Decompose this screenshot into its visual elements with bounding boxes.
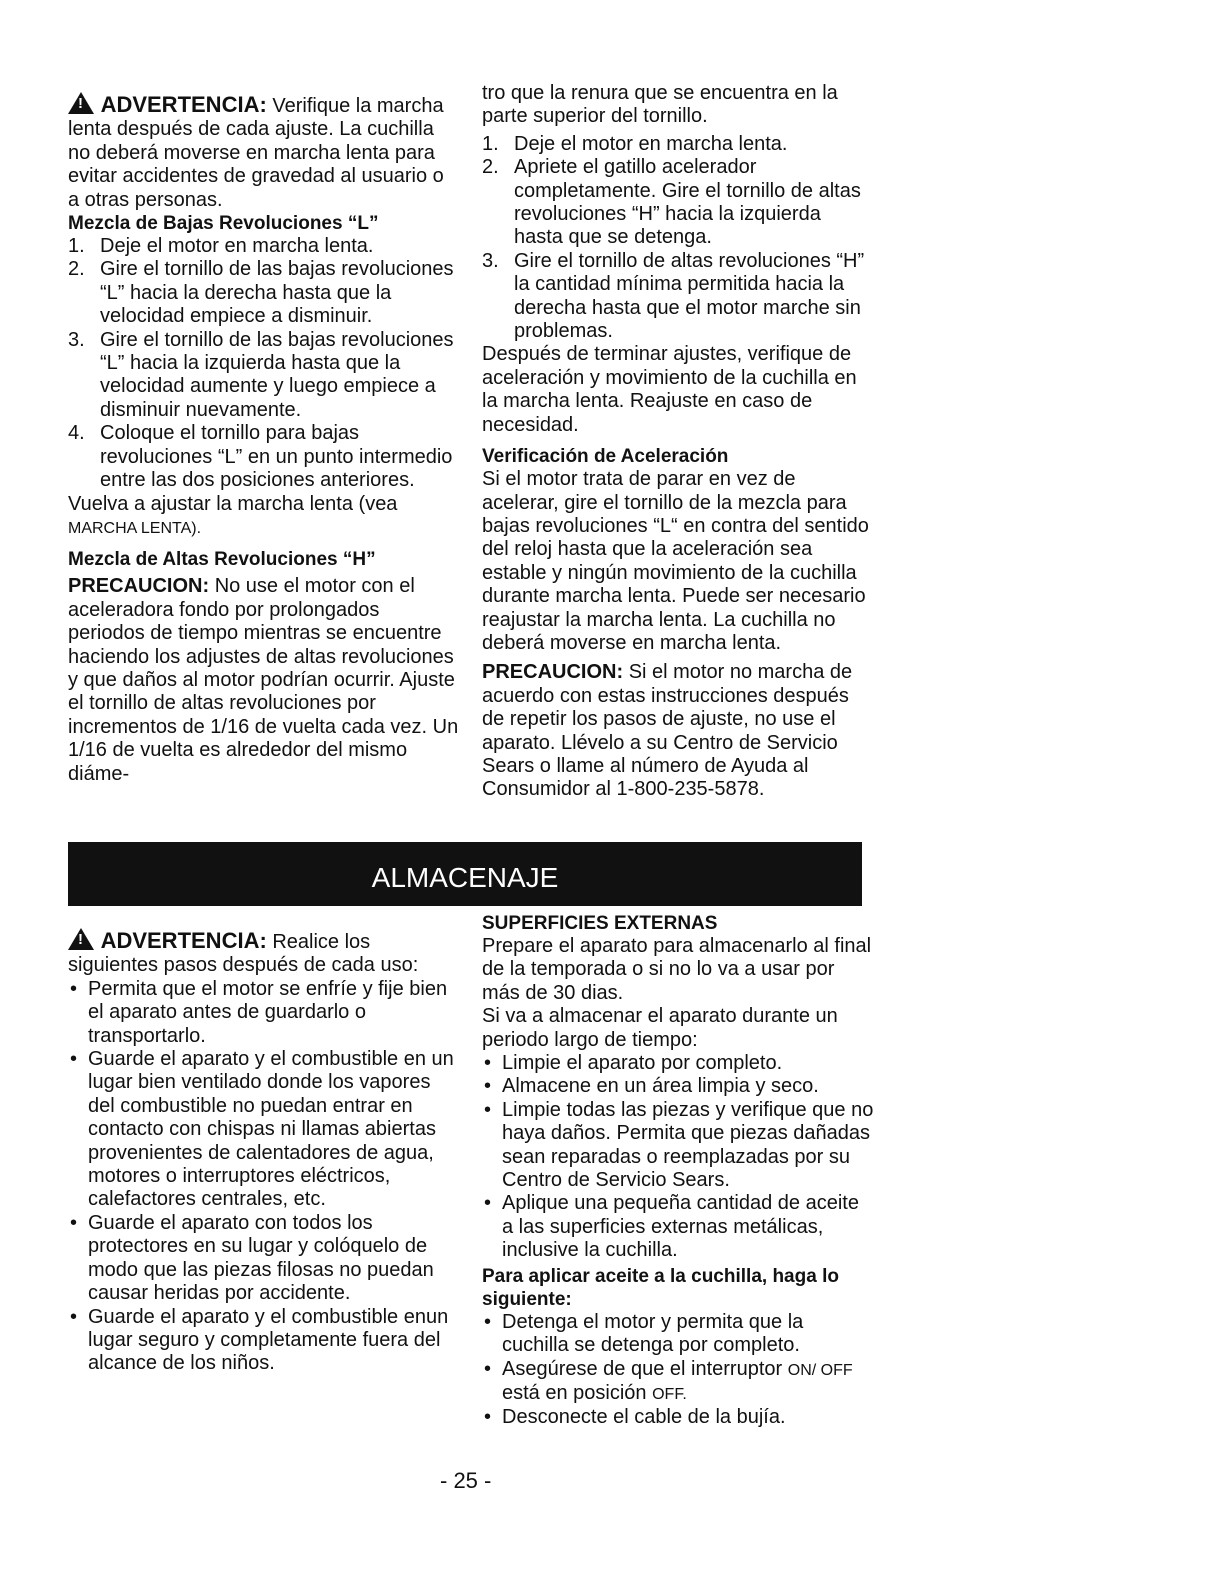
caution-text: Si el motor no marcha de acuerdo con estas instrucciones después de repetir los pasos de ajuste, no use el aparato. Llévelo a su Centro de Servicio Sears o llame al número de Ayuda al Consumidor al 1-800-235-5878. bbox=[482, 661, 853, 801]
high-speed-steps bbox=[482, 133, 870, 344]
idle-warning bbox=[68, 92, 460, 212]
list-item: • Aplique una pequeña cantidad de aceite a las superficies externas metálicas, inclusive la cuchilla. bbox=[482, 1192, 874, 1262]
external-surfaces-heading: SUPERFICIES EXTERNAS bbox=[482, 913, 718, 934]
high-speed-caution bbox=[68, 575, 460, 786]
list-item: • Asegúrese de que el interruptor ON/ OFF está en posición OFF. bbox=[482, 1358, 874, 1407]
caution-text: No use el motor con el aceleradora fondo por prolongados periodos de tiempo mientras se encuentre haciendo los adjustes de altas revoluciones y que daños al motor podrían ocurrir. Ajuste el tornillo de altas revoluciones por incrementos de 1/16 de vuelta cada vez. Un 1/16 de vuelta es alrededor del mismo diáme- bbox=[68, 575, 459, 785]
section-banner: ALMACENAJE bbox=[68, 842, 862, 906]
list-item: • Guarde el aparato con todos los protectores en su lugar y colóquelo de modo que las piezas filosas no puedan causar heridas por accidente. bbox=[68, 1212, 460, 1306]
list-item: 2. Apriete el gatillo acelerador completamente. Gire el tornillo de altas revoluciones “H” hacia la izquierda hasta que se detenga. bbox=[482, 156, 861, 249]
blade-oil-steps bbox=[482, 1311, 874, 1430]
surface-steps bbox=[482, 1052, 874, 1263]
caution-label: PRECAUCION: bbox=[68, 575, 210, 598]
list-item: • Limpie el aparato por completo. bbox=[482, 1052, 874, 1075]
list-item: • Guarde el aparato y el combustible enun lugar seguro y completamente fuera del alcance de los niños. bbox=[68, 1306, 460, 1376]
warning-icon bbox=[68, 92, 94, 114]
storage-intro: Prepare el aparato para almacenarlo al final de la temporada o si no lo va a usar por más de 30 dias. bbox=[482, 935, 872, 1004]
list-item: 2. Gire el tornillo de las bajas revoluciones “L” hacia la derecha hasta que la velocidad empiece a disminuir. bbox=[68, 258, 454, 328]
list-item: • Desconecte el cable de la bujía. bbox=[482, 1406, 874, 1429]
list-item: 4. Coloque el tornillo para bajas revoluciones “L” en un punto intermedio entre las dos posiciones anteriores. bbox=[68, 422, 453, 492]
long-storage-intro: Si va a almacenar el aparato durante un periodo largo de tiempo: bbox=[482, 1005, 838, 1051]
caution-label: PRECAUCION: bbox=[482, 661, 624, 684]
continuation-text: tro que la renura que se encuentra en la parte superior del tornillo. bbox=[482, 82, 838, 128]
low-speed-steps bbox=[68, 235, 460, 492]
top-left-column bbox=[68, 92, 460, 786]
readjust-note: Vuelva a ajustar la marcha lenta (vea MARCHA LENTA). bbox=[68, 492, 398, 537]
warning-icon bbox=[68, 928, 94, 950]
list-item: • Limpie todas las piezas y verifique que no haya daños. Permita que piezas dañadas sean reparadas o reemplazadas por su Centro de Servicio Sears. bbox=[482, 1099, 874, 1193]
warning-label: ADVERTENCIA: bbox=[100, 92, 267, 117]
list-item: 3. Gire el tornillo de altas revoluciones “H” la cantidad mínima permitida hacia la derecha hasta que el motor marche sin problemas. bbox=[482, 249, 865, 343]
acceleration-text: Si el motor trata de parar en vez de acelerar, gire el tornillo de la mezcla para bajas revoluciones “L“ en contra del sentido del reloj hasta que la aceleración sea estable y ningún movimiento de la cuchilla durante marcha lenta. Puede ser necesario reajustar la marcha lenta. La cuchilla no deberá moverse en marcha lenta. bbox=[482, 468, 869, 654]
list-item: 3. Gire el tornillo de las bajas revoluciones “L” hacia la izquierda hasta que la velocidad aumente y luego empiece a disminuir nuevamente. bbox=[68, 328, 454, 421]
bottom-right-column bbox=[482, 912, 874, 1430]
list-item: 1. Deje el motor en marcha lenta. bbox=[482, 132, 788, 155]
acceleration-heading: Verificación de Aceleración bbox=[482, 446, 729, 468]
blade-oil-heading: Para aplicar aceite a la cuchilla, haga lo siguiente: bbox=[482, 1265, 839, 1310]
list-item: 1. Deje el motor en marcha lenta. bbox=[68, 235, 374, 258]
top-right-column bbox=[482, 82, 870, 802]
warning-label: ADVERTENCIA: bbox=[100, 928, 267, 953]
high-speed-heading: Mezcla de Altas Revoluciones “H” bbox=[68, 549, 376, 571]
list-item: • Guarde el aparato y el combustible en un lugar bien ventilado donde los vapores del combustible no puedan entrar en contacto con chispas ni llamas abiertas provenientes de calentadores de agua, motores o interruptores eléctricos, calefactores centrales, etc. bbox=[68, 1048, 460, 1212]
list-item: • Almacene en un área limpia y seco. bbox=[482, 1075, 874, 1098]
storage-steps bbox=[68, 978, 460, 1376]
list-item: • Detenga el motor y permita que la cuchilla se detenga por completo. bbox=[482, 1311, 874, 1358]
list-item: • Permita que el motor se enfríe y fije bien el aparato antes de guardarlo o transportarlo. bbox=[68, 978, 460, 1048]
storage-warning bbox=[68, 928, 460, 978]
warning-text: Realice los siguientes pasos después de cada uso: bbox=[68, 931, 419, 977]
warning-text: Verifique la marcha lenta después de cada ajuste. La cuchilla no deberá moverse en marcha lenta para evitar accidentes de gravedad al usuario o a otras personas. bbox=[68, 95, 444, 211]
service-caution bbox=[482, 661, 870, 801]
page-number: - 25 - bbox=[440, 1468, 492, 1493]
after-adjust-text: Después de terminar ajustes, verifique de aceleración y movimiento de la cuchilla en la marcha lenta. Reajuste en caso de necesidad. bbox=[482, 343, 857, 436]
bottom-left-column bbox=[68, 928, 460, 1376]
low-speed-heading: Mezcla de Bajas Revoluciones “L” bbox=[68, 213, 379, 235]
